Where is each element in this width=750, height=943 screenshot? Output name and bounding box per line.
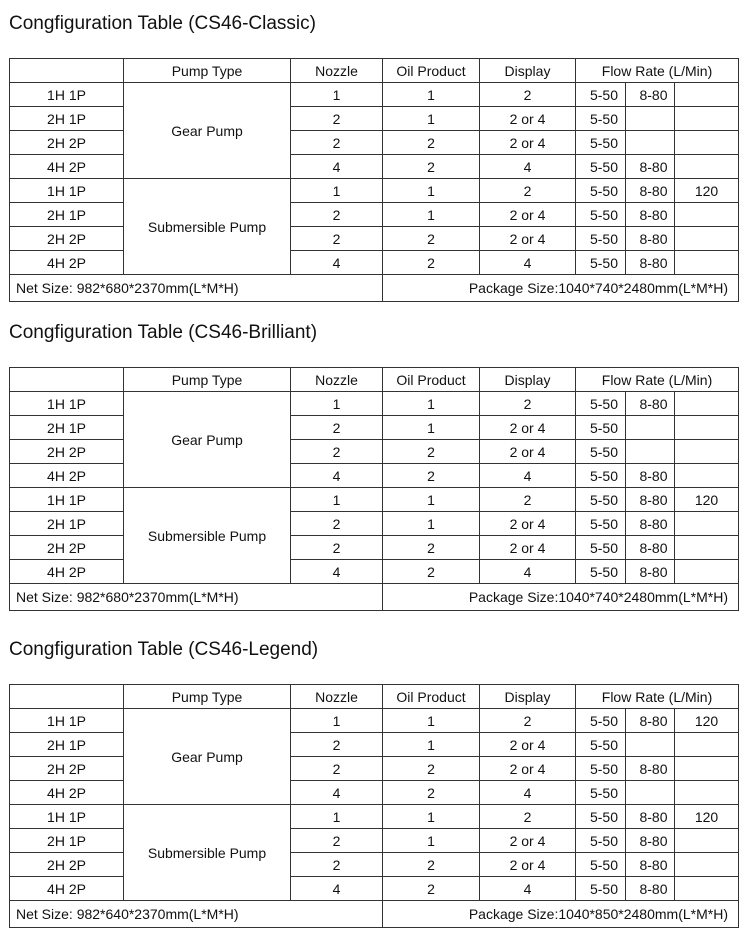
flow-rate-3-cell — [675, 251, 739, 275]
flow-rate-2-cell: 8-80 — [626, 464, 675, 488]
flow-rate-1-cell: 5-50 — [576, 781, 626, 805]
flow-rate-1-cell: 5-50 — [576, 733, 626, 757]
table-row — [10, 179, 739, 203]
header-nozzle: Nozzle — [291, 59, 383, 83]
config-cell: 2H 2P — [10, 227, 124, 251]
flow-rate-3-cell — [675, 512, 739, 536]
config-cell: 2H 1P — [10, 829, 124, 853]
table-title: Congfiguration Table (CS46-Classic) — [9, 13, 316, 34]
nozzle-cell: 4 — [291, 155, 383, 179]
config-cell: 2H 2P — [10, 757, 124, 781]
flow-rate-3-cell — [675, 107, 739, 131]
nozzle-cell: 1 — [291, 709, 383, 733]
flow-rate-2-cell: 8-80 — [626, 83, 675, 107]
flow-rate-2-cell: 8-80 — [626, 560, 675, 584]
oil-product-cell: 2 — [383, 757, 480, 781]
display-cell: 2 — [480, 805, 576, 829]
flow-rate-1-cell: 5-50 — [576, 853, 626, 877]
oil-product-cell: 1 — [383, 488, 480, 512]
net-size: Net Size: 982*680*2370mm(L*M*H) — [10, 275, 383, 302]
flow-rate-3-cell: 120 — [675, 709, 739, 733]
display-cell: 2 — [480, 392, 576, 416]
flow-rate-2-cell — [626, 733, 675, 757]
config-cell: 1H 1P — [10, 179, 124, 203]
flow-rate-3-cell — [675, 464, 739, 488]
config-cell: 1H 1P — [10, 709, 124, 733]
flow-rate-3-cell — [675, 416, 739, 440]
header-pump-type: Pump Type — [124, 368, 291, 392]
oil-product-cell: 1 — [383, 179, 480, 203]
config-cell: 4H 2P — [10, 155, 124, 179]
nozzle-cell: 2 — [291, 853, 383, 877]
nozzle-cell: 2 — [291, 107, 383, 131]
flow-rate-2-cell: 8-80 — [626, 829, 675, 853]
table-row — [10, 488, 739, 512]
display-cell: 2 or 4 — [480, 227, 576, 251]
display-cell: 2 or 4 — [480, 733, 576, 757]
flow-rate-2-cell — [626, 440, 675, 464]
flow-rate-2-cell: 8-80 — [626, 251, 675, 275]
oil-product-cell: 2 — [383, 131, 480, 155]
header-display: Display — [480, 685, 576, 709]
flow-rate-1-cell: 5-50 — [576, 227, 626, 251]
display-cell: 2 or 4 — [480, 107, 576, 131]
flow-rate-1-cell: 5-50 — [576, 512, 626, 536]
table-title: Congfiguration Table (CS46-Legend) — [9, 639, 319, 660]
flow-rate-1-cell: 5-50 — [576, 536, 626, 560]
nozzle-cell: 1 — [291, 179, 383, 203]
table-title: Congfiguration Table (CS46-Brilliant) — [9, 322, 318, 343]
configuration-table — [9, 684, 739, 928]
table-row — [10, 805, 739, 829]
nozzle-cell: 2 — [291, 536, 383, 560]
display-cell: 2 or 4 — [480, 203, 576, 227]
flow-rate-3-cell: 120 — [675, 488, 739, 512]
display-cell: 4 — [480, 464, 576, 488]
flow-rate-1-cell: 5-50 — [576, 877, 626, 901]
package-size: Package Size:1040*740*2480mm(L*M*H) — [383, 275, 739, 302]
config-cell: 1H 1P — [10, 488, 124, 512]
display-cell: 2 — [480, 488, 576, 512]
size-row — [10, 584, 739, 611]
flow-rate-1-cell: 5-50 — [576, 203, 626, 227]
header-display: Display — [480, 59, 576, 83]
display-cell: 4 — [480, 251, 576, 275]
pump-type-submersible: Submersible Pump — [124, 805, 291, 901]
config-cell: 1H 1P — [10, 392, 124, 416]
header-nozzle: Nozzle — [291, 685, 383, 709]
flow-rate-3-cell — [675, 227, 739, 251]
flow-rate-2-cell — [626, 131, 675, 155]
flow-rate-2-cell: 8-80 — [626, 853, 675, 877]
flow-rate-1-cell: 5-50 — [576, 829, 626, 853]
table-row — [10, 733, 739, 757]
oil-product-cell: 1 — [383, 392, 480, 416]
flow-rate-3-cell — [675, 733, 739, 757]
configuration-table — [9, 367, 739, 611]
flow-rate-3-cell — [675, 131, 739, 155]
oil-product-cell: 1 — [383, 416, 480, 440]
header-row — [10, 368, 739, 392]
display-cell: 2 or 4 — [480, 440, 576, 464]
table-row — [10, 251, 739, 275]
header-oil-product: Oil Product — [383, 368, 480, 392]
header-pump-type: Pump Type — [124, 59, 291, 83]
flow-rate-2-cell: 8-80 — [626, 757, 675, 781]
oil-product-cell: 2 — [383, 877, 480, 901]
nozzle-cell: 4 — [291, 251, 383, 275]
net-size: Net Size: 982*680*2370mm(L*M*H) — [10, 584, 383, 611]
config-cell: 2H 1P — [10, 512, 124, 536]
table-row — [10, 877, 739, 901]
config-cell: 2H 1P — [10, 107, 124, 131]
size-row — [10, 275, 739, 302]
flow-rate-2-cell: 8-80 — [626, 805, 675, 829]
header-display: Display — [480, 368, 576, 392]
header-oil-product: Oil Product — [383, 59, 480, 83]
table-row — [10, 536, 739, 560]
flow-rate-2-cell: 8-80 — [626, 155, 675, 179]
header-nozzle: Nozzle — [291, 368, 383, 392]
display-cell: 4 — [480, 877, 576, 901]
nozzle-cell: 2 — [291, 757, 383, 781]
config-cell: 2H 1P — [10, 416, 124, 440]
config-cell: 4H 2P — [10, 464, 124, 488]
flow-rate-1-cell: 5-50 — [576, 464, 626, 488]
flow-rate-1-cell: 5-50 — [576, 155, 626, 179]
oil-product-cell: 1 — [383, 709, 480, 733]
flow-rate-1-cell: 5-50 — [576, 757, 626, 781]
nozzle-cell: 2 — [291, 416, 383, 440]
pump-type-gear: Gear Pump — [124, 709, 291, 805]
flow-rate-1-cell: 5-50 — [576, 709, 626, 733]
flow-rate-1-cell: 5-50 — [576, 83, 626, 107]
oil-product-cell: 2 — [383, 251, 480, 275]
config-cell: 2H 2P — [10, 853, 124, 877]
flow-rate-3-cell — [675, 877, 739, 901]
flow-rate-2-cell — [626, 107, 675, 131]
flow-rate-2-cell: 8-80 — [626, 488, 675, 512]
flow-rate-2-cell: 8-80 — [626, 512, 675, 536]
oil-product-cell: 1 — [383, 512, 480, 536]
flow-rate-2-cell — [626, 781, 675, 805]
display-cell: 2 or 4 — [480, 829, 576, 853]
nozzle-cell: 2 — [291, 440, 383, 464]
header-row — [10, 685, 739, 709]
flow-rate-2-cell: 8-80 — [626, 877, 675, 901]
nozzle-cell: 2 — [291, 203, 383, 227]
flow-rate-3-cell — [675, 853, 739, 877]
flow-rate-1-cell: 5-50 — [576, 107, 626, 131]
configuration-table — [9, 58, 739, 302]
header-row — [10, 59, 739, 83]
table-row — [10, 464, 739, 488]
package-size: Package Size:1040*850*2480mm(L*M*H) — [383, 901, 739, 928]
flow-rate-1-cell: 5-50 — [576, 392, 626, 416]
flow-rate-3-cell — [675, 560, 739, 584]
display-cell: 2 or 4 — [480, 512, 576, 536]
display-cell: 4 — [480, 560, 576, 584]
config-cell: 1H 1P — [10, 83, 124, 107]
table-row — [10, 853, 739, 877]
oil-product-cell: 1 — [383, 829, 480, 853]
oil-product-cell: 2 — [383, 781, 480, 805]
table-row — [10, 392, 739, 416]
pump-type-submersible: Submersible Pump — [124, 488, 291, 584]
oil-product-cell: 1 — [383, 203, 480, 227]
header-flow-rate: Flow Rate (L/Min) — [576, 368, 739, 392]
table-row — [10, 203, 739, 227]
oil-product-cell: 2 — [383, 853, 480, 877]
table-row — [10, 709, 739, 733]
flow-rate-3-cell: 120 — [675, 805, 739, 829]
nozzle-cell: 2 — [291, 131, 383, 155]
flow-rate-3-cell — [675, 155, 739, 179]
table-row — [10, 107, 739, 131]
config-cell: 4H 2P — [10, 251, 124, 275]
nozzle-cell: 2 — [291, 227, 383, 251]
flow-rate-1-cell: 5-50 — [576, 440, 626, 464]
table-row — [10, 560, 739, 584]
oil-product-cell: 2 — [383, 536, 480, 560]
display-cell: 2 or 4 — [480, 416, 576, 440]
nozzle-cell: 1 — [291, 83, 383, 107]
flow-rate-3-cell — [675, 536, 739, 560]
flow-rate-3-cell — [675, 757, 739, 781]
flow-rate-2-cell: 8-80 — [626, 179, 675, 203]
oil-product-cell: 1 — [383, 107, 480, 131]
oil-product-cell: 2 — [383, 155, 480, 179]
flow-rate-1-cell: 5-50 — [576, 416, 626, 440]
pump-type-submersible: Submersible Pump — [124, 179, 291, 275]
flow-rate-2-cell: 8-80 — [626, 536, 675, 560]
table-row — [10, 757, 739, 781]
nozzle-cell: 2 — [291, 829, 383, 853]
oil-product-cell: 1 — [383, 83, 480, 107]
flow-rate-2-cell: 8-80 — [626, 203, 675, 227]
header-pump-type: Pump Type — [124, 685, 291, 709]
config-cell: 2H 2P — [10, 536, 124, 560]
pump-type-gear: Gear Pump — [124, 83, 291, 179]
nozzle-cell: 1 — [291, 488, 383, 512]
flow-rate-2-cell — [626, 416, 675, 440]
flow-rate-3-cell: 120 — [675, 179, 739, 203]
nozzle-cell: 2 — [291, 512, 383, 536]
flow-rate-1-cell: 5-50 — [576, 488, 626, 512]
table-row — [10, 83, 739, 107]
flow-rate-3-cell — [675, 829, 739, 853]
display-cell: 2 or 4 — [480, 131, 576, 155]
display-cell: 2 or 4 — [480, 853, 576, 877]
flow-rate-2-cell: 8-80 — [626, 392, 675, 416]
config-cell: 2H 1P — [10, 733, 124, 757]
oil-product-cell: 1 — [383, 733, 480, 757]
oil-product-cell: 1 — [383, 805, 480, 829]
display-cell: 4 — [480, 155, 576, 179]
config-cell: 2H 2P — [10, 131, 124, 155]
display-cell: 2 — [480, 709, 576, 733]
pump-type-gear: Gear Pump — [124, 392, 291, 488]
oil-product-cell: 2 — [383, 560, 480, 584]
nozzle-cell: 4 — [291, 560, 383, 584]
size-row — [10, 901, 739, 928]
oil-product-cell: 2 — [383, 464, 480, 488]
flow-rate-1-cell: 5-50 — [576, 131, 626, 155]
package-size: Package Size:1040*740*2480mm(L*M*H) — [383, 584, 739, 611]
header-flow-rate: Flow Rate (L/Min) — [576, 685, 739, 709]
header-oil-product: Oil Product — [383, 685, 480, 709]
config-cell: 4H 2P — [10, 560, 124, 584]
nozzle-cell: 4 — [291, 877, 383, 901]
flow-rate-3-cell — [675, 392, 739, 416]
oil-product-cell: 2 — [383, 440, 480, 464]
config-cell: 2H 2P — [10, 440, 124, 464]
net-size: Net Size: 982*640*2370mm(L*M*H) — [10, 901, 383, 928]
config-cell: 4H 2P — [10, 781, 124, 805]
table-row — [10, 512, 739, 536]
flow-rate-3-cell — [675, 440, 739, 464]
config-cell: 2H 1P — [10, 203, 124, 227]
nozzle-cell: 4 — [291, 464, 383, 488]
display-cell: 2 or 4 — [480, 536, 576, 560]
flow-rate-1-cell: 5-50 — [576, 179, 626, 203]
flow-rate-1-cell: 5-50 — [576, 251, 626, 275]
header-blank — [10, 685, 124, 709]
nozzle-cell: 1 — [291, 805, 383, 829]
table-row — [10, 416, 739, 440]
header-flow-rate: Flow Rate (L/Min) — [576, 59, 739, 83]
oil-product-cell: 2 — [383, 227, 480, 251]
flow-rate-1-cell: 5-50 — [576, 805, 626, 829]
display-cell: 4 — [480, 781, 576, 805]
display-cell: 2 — [480, 179, 576, 203]
display-cell: 2 — [480, 83, 576, 107]
header-blank — [10, 59, 124, 83]
flow-rate-2-cell: 8-80 — [626, 227, 675, 251]
header-blank — [10, 368, 124, 392]
config-cell: 4H 2P — [10, 877, 124, 901]
flow-rate-3-cell — [675, 203, 739, 227]
flow-rate-3-cell — [675, 781, 739, 805]
flow-rate-2-cell: 8-80 — [626, 709, 675, 733]
table-row — [10, 155, 739, 179]
nozzle-cell: 1 — [291, 392, 383, 416]
table-row — [10, 131, 739, 155]
nozzle-cell: 4 — [291, 781, 383, 805]
flow-rate-1-cell: 5-50 — [576, 560, 626, 584]
display-cell: 2 or 4 — [480, 757, 576, 781]
flow-rate-3-cell — [675, 83, 739, 107]
table-row — [10, 227, 739, 251]
table-row — [10, 781, 739, 805]
config-cell: 1H 1P — [10, 805, 124, 829]
table-row — [10, 829, 739, 853]
nozzle-cell: 2 — [291, 733, 383, 757]
table-row — [10, 440, 739, 464]
